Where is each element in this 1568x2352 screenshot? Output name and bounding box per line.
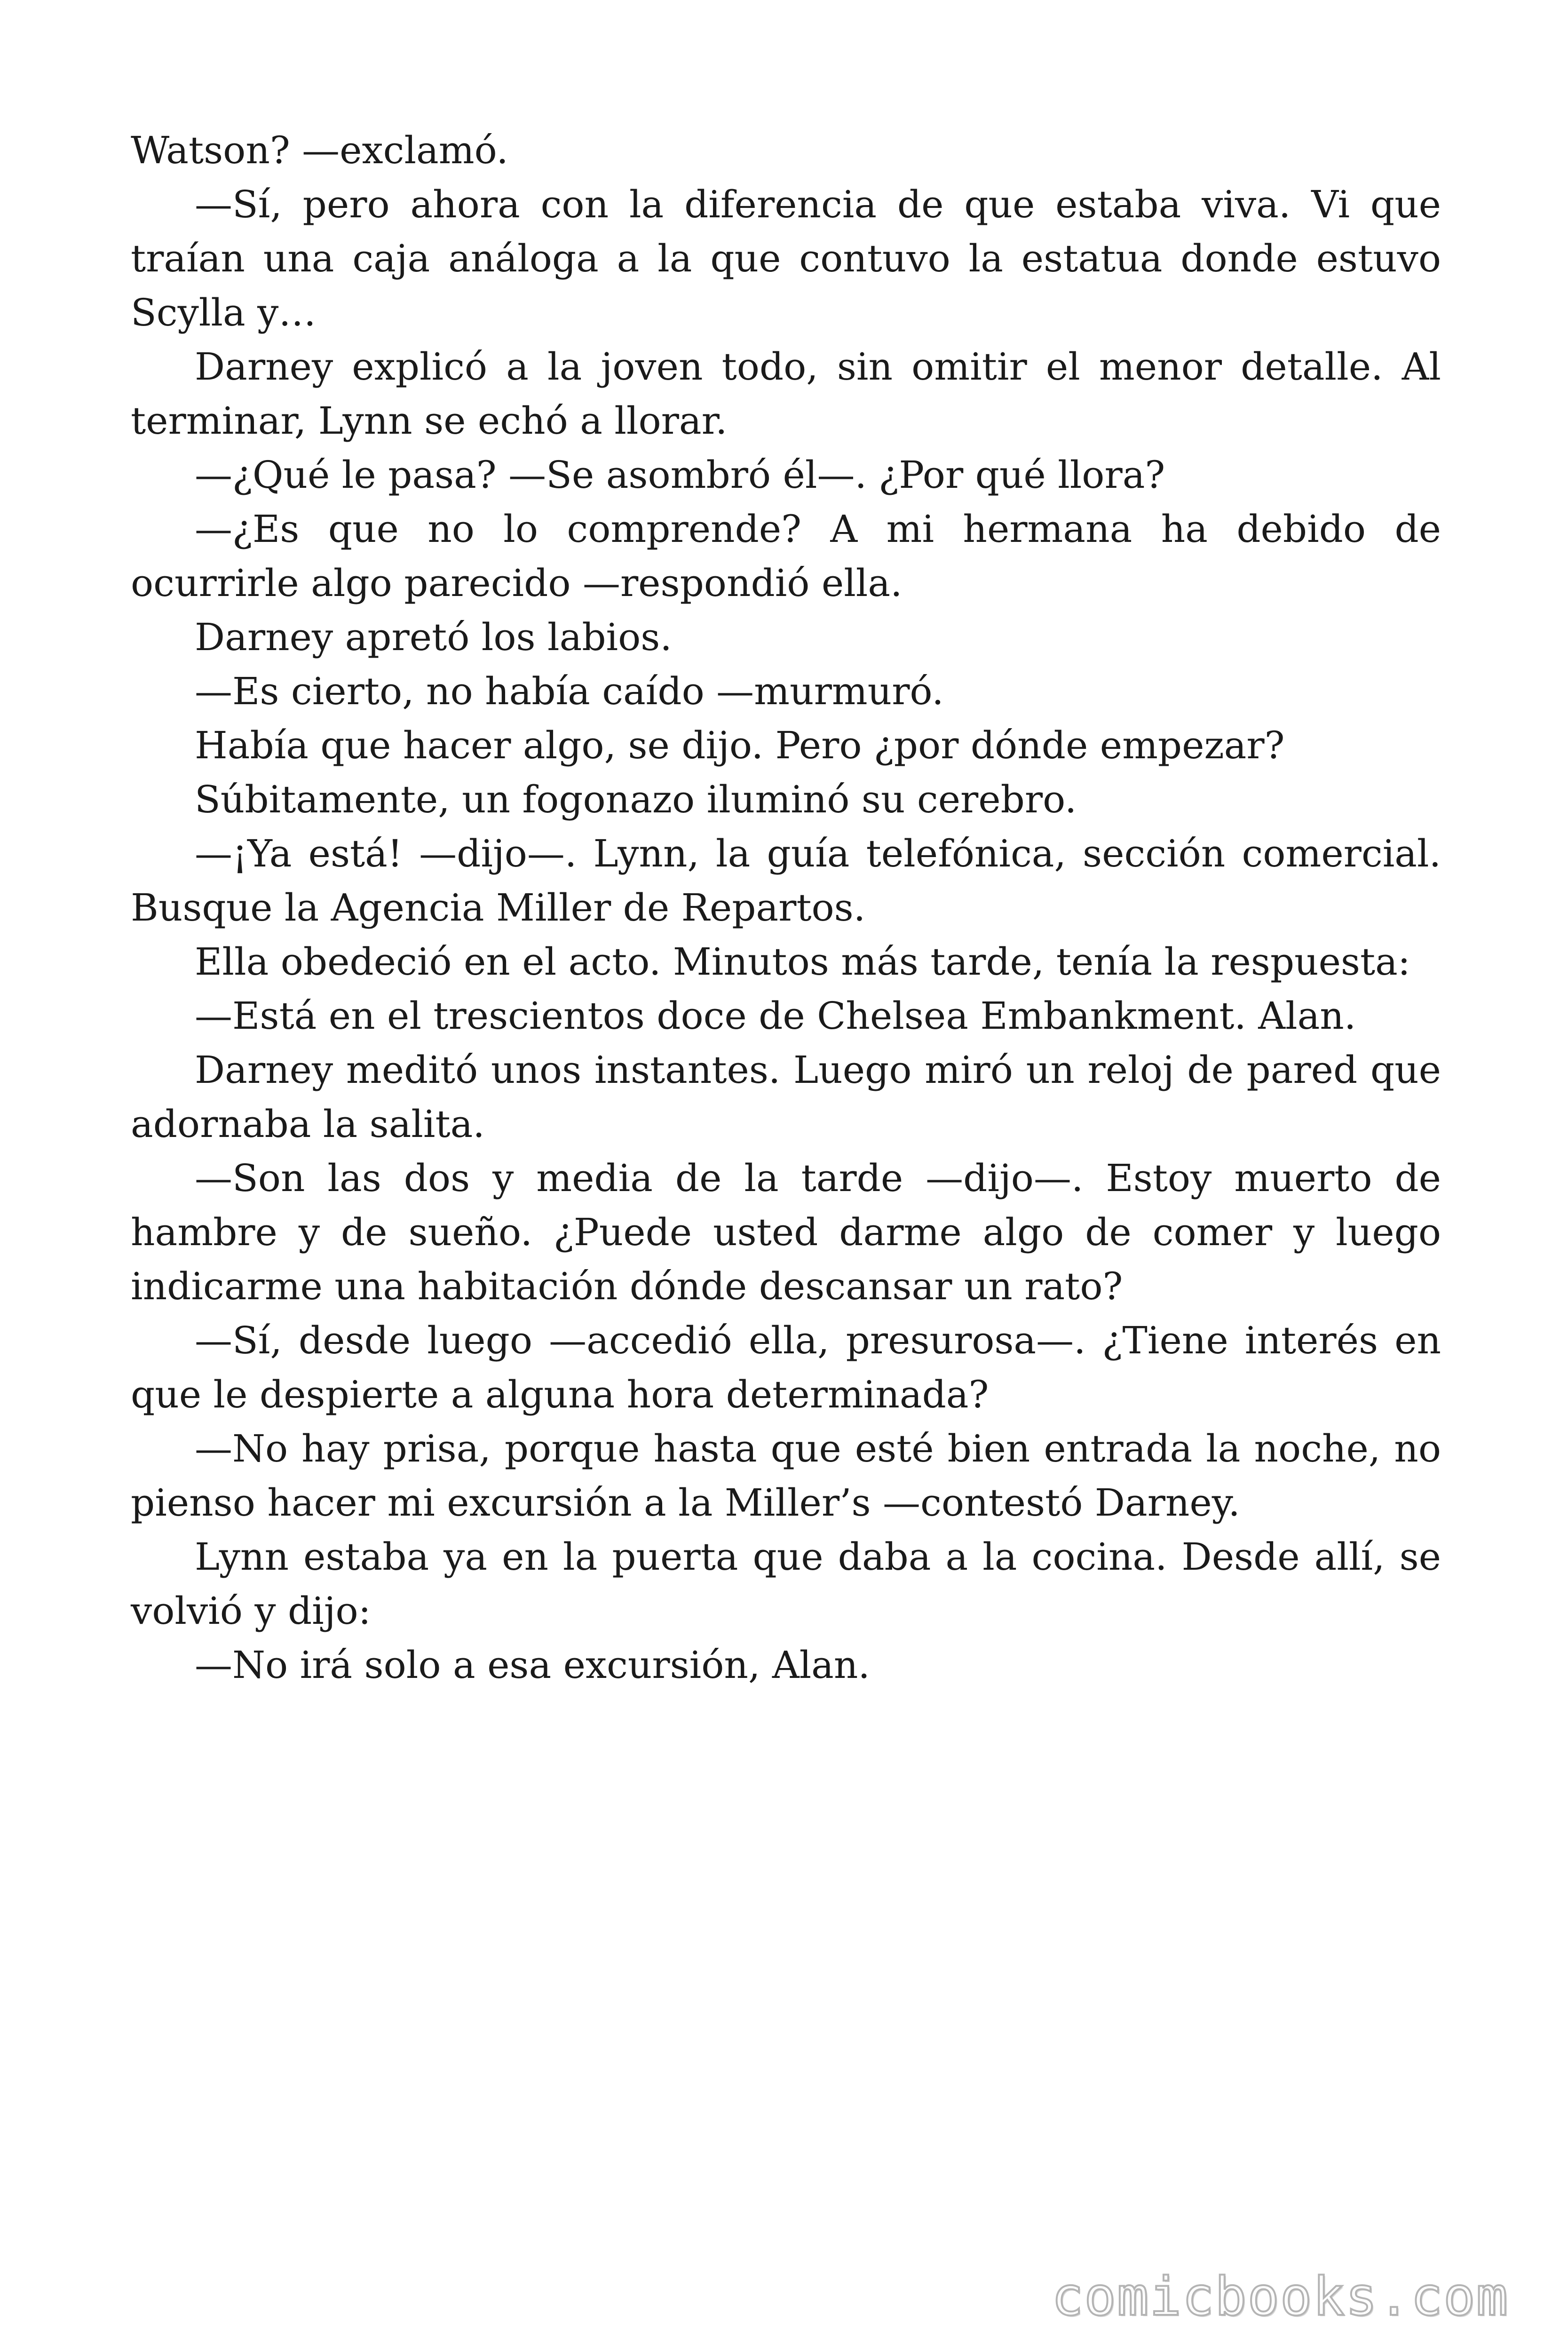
paragraph: —Sí, desde luego —accedió ella, presurosa—. ¿Tiene interés en que le despierte a alguna hora determinada?: [131, 1319, 1441, 1416]
paragraph: —¡Ya está! —dijo—. Lynn, la guía telefónica, sección comercial. Busque la Agencia Miller de Repartos.: [131, 832, 1441, 930]
paragraph: Súbitamente, un fogonazo iluminó su cerebro.: [195, 778, 1077, 821]
paragraph: —No hay prisa, porque hasta que esté bien entrada la noche, no pienso hacer mi excursión a la Miller’s —contestó Darney.: [131, 1427, 1441, 1525]
body-text: [131, 123, 1441, 1692]
paragraph: —Sí, pero ahora con la diferencia de que estaba viva. Vi que traían una caja análoga a la que contuvo la estatua donde estuvo Scylla y…: [131, 183, 1441, 334]
paragraph: —Es cierto, no había caído —murmuró.: [195, 669, 944, 713]
paragraph: Había que hacer algo, se dijo. Pero ¿por dónde empezar?: [195, 723, 1285, 767]
paragraph: —¿Qué le pasa? —Se asombró él—. ¿Por qué llora?: [195, 453, 1165, 497]
paragraph: Lynn estaba ya en la puerta que daba a la cocina. Desde allí, se volvió y dijo:: [131, 1535, 1441, 1633]
paragraph: —Está en el trescientos doce de Chelsea Embankment. Alan.: [195, 994, 1356, 1038]
paragraph: —¿Es que no lo comprende? A mi hermana ha debido de ocurrirle algo parecido —respondió ella.: [131, 507, 1441, 605]
watermark: comicbooks.com: [1051, 2266, 1509, 2328]
paragraph: Darney apretó los labios.: [195, 615, 672, 659]
paragraph: —Son las dos y media de la tarde —dijo—. Estoy muerto de hambre y de sueño. ¿Puede usted darme algo de comer y luego indicarme una habitación dónde descansar un rato?: [131, 1156, 1441, 1308]
paragraph: Darney explicó a la joven todo, sin omitir el menor detalle. Al terminar, Lynn se echó a llorar.: [131, 345, 1441, 443]
paragraph: Darney meditó unos instantes. Luego miró un reloj de pared que adornaba la salita.: [131, 1048, 1441, 1146]
paragraph: —No irá solo a esa excursión, Alan.: [195, 1643, 870, 1687]
paragraph: Ella obedeció en el acto. Minutos más tarde, tenía la respuesta:: [195, 940, 1410, 984]
paragraph: Watson? —exclamó.: [131, 128, 508, 172]
